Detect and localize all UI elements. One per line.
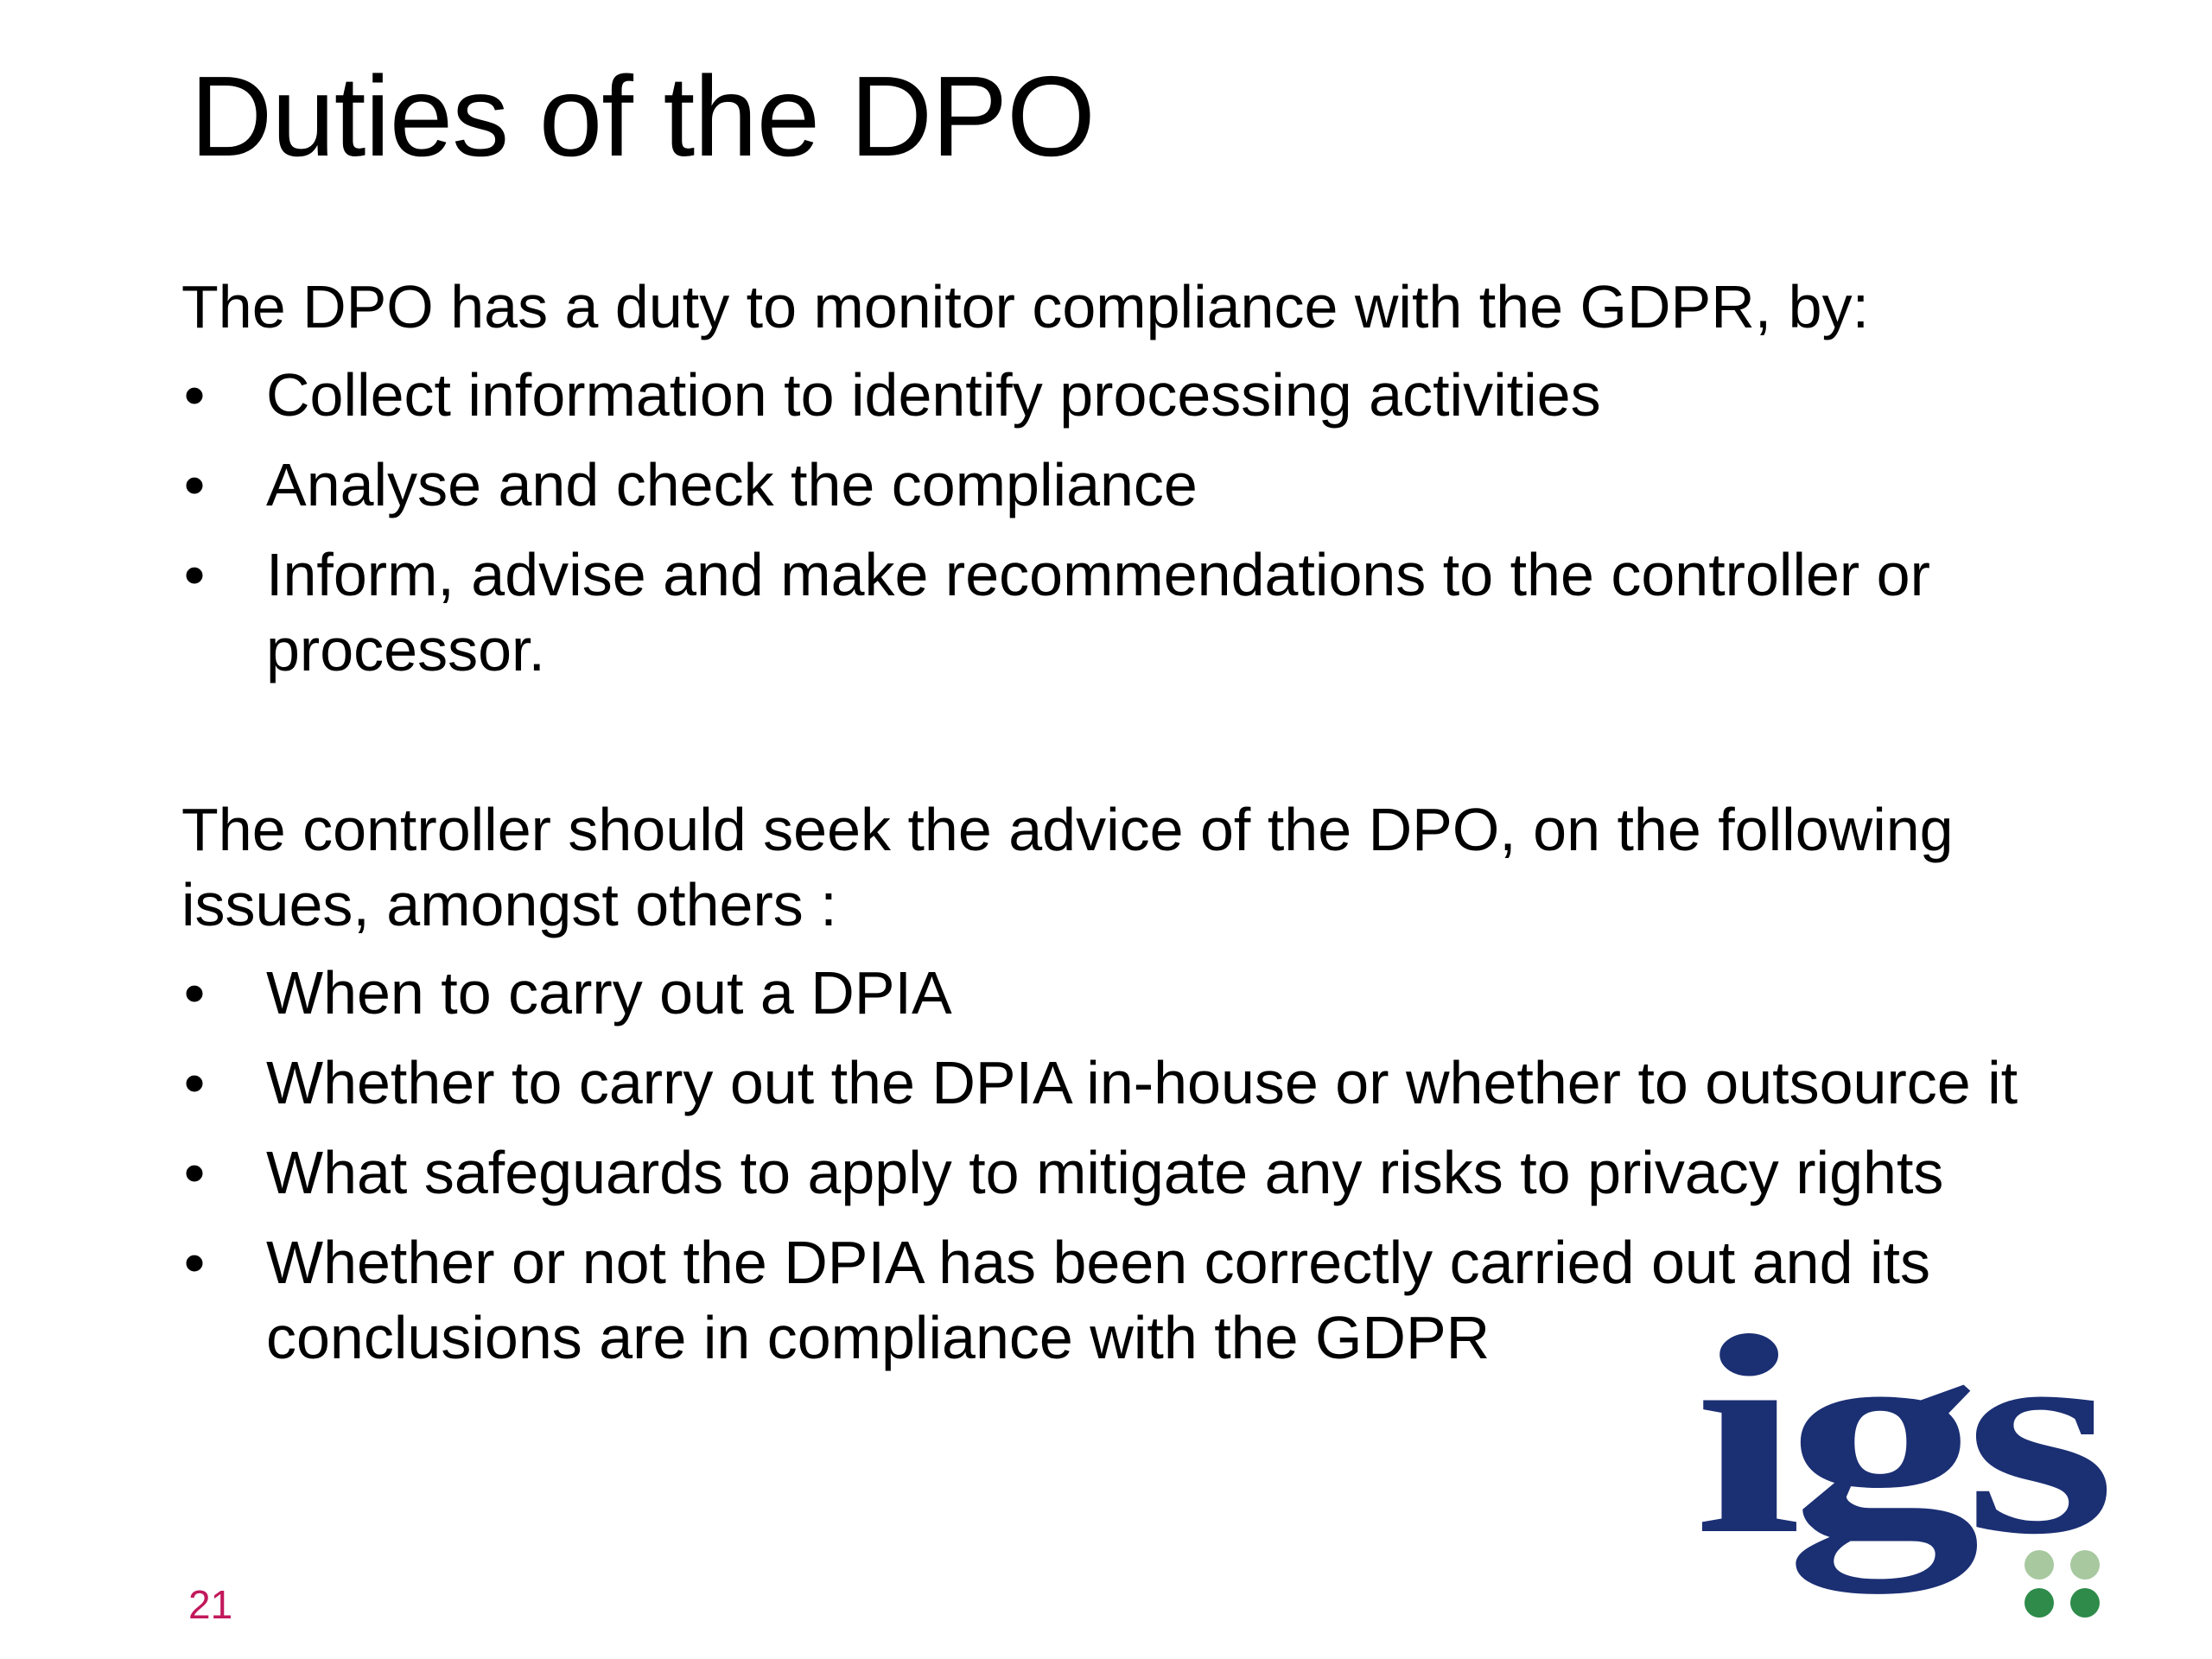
list-item [181, 1046, 2117, 1121]
list-item [181, 448, 2117, 523]
list-item-text: Inform, advise and make recommendations to the controller or processor. [266, 541, 1930, 683]
bullet-icon: • [183, 451, 206, 518]
list-item-text: What safeguards to apply to mitigate any risks to privacy rights [266, 1139, 1944, 1206]
list-item [181, 537, 2117, 688]
page-number: 21 [188, 1582, 233, 1627]
advice-section [181, 792, 2117, 1376]
duties-list [181, 358, 2117, 688]
list-item-text: Collect information to identify processing activities [266, 361, 1601, 429]
list-item-text: When to carry out a DPIA [266, 959, 952, 1027]
list-item [181, 358, 2117, 433]
bullet-icon: • [183, 361, 206, 429]
list-item-text: Whether to carry out the DPIA in-house or whether to outsource it [266, 1049, 2018, 1116]
bullet-icon: • [183, 541, 206, 608]
list-item-text: Analyse and check the compliance [266, 451, 1198, 518]
bullet-icon: • [183, 959, 206, 1027]
advice-intro: The controller should seek the advice of the DPO, on the following issues, amongst others : [181, 796, 1954, 938]
duties-intro: The DPO has a duty to monitor compliance with the GDPR, by: [181, 273, 1870, 340]
slide-title: Duties of the DPO [190, 53, 1095, 180]
duties-section [181, 270, 2117, 688]
bullet-icon: • [183, 1229, 206, 1296]
list-item-text: Whether or not the DPIA has been correctly carried out and its conclusions are in compliance with the GDPR [266, 1229, 1930, 1371]
list-item [181, 956, 2117, 1031]
bullet-icon: • [183, 1049, 206, 1116]
list-item [181, 1135, 2117, 1211]
bullet-icon: • [183, 1139, 206, 1206]
igs-logo [1694, 1305, 2126, 1633]
svg-text:igs: igs [1694, 1305, 1991, 1593]
